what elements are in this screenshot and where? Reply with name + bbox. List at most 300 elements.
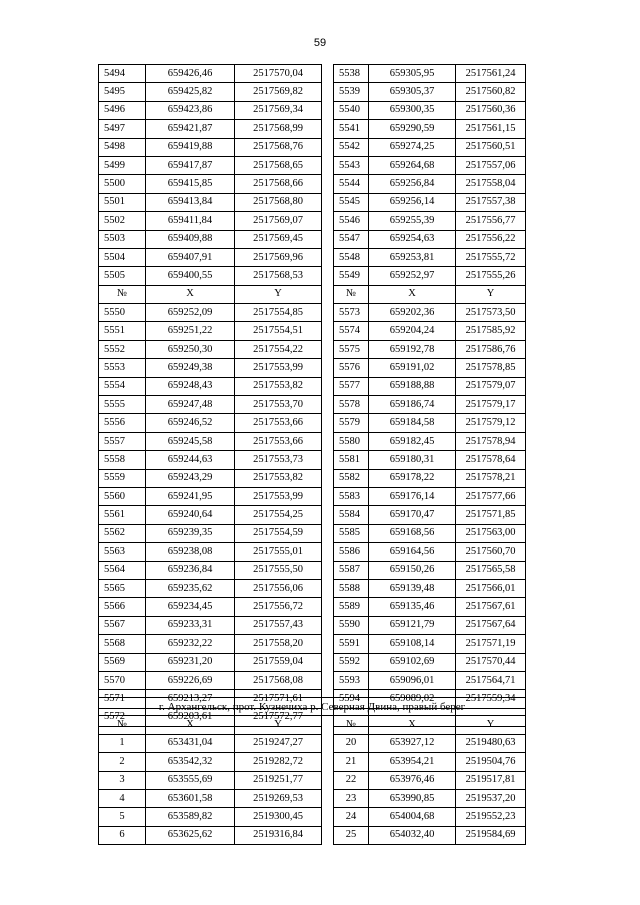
column-gap [322,414,334,432]
point-number: 5593 [334,671,369,689]
column-gap [322,716,334,734]
y-coordinate: 2517572,77 [235,708,322,726]
x-coordinate: 659164,56 [369,543,456,561]
point-number: 5594 [334,690,369,708]
table-row [99,579,526,597]
x-coordinate: 659305,37 [369,83,456,101]
y-coordinate: 2517559,04 [235,653,322,671]
y-coordinate: 2517553,99 [235,359,322,377]
x-coordinate: 659108,14 [369,635,456,653]
y-coordinate: 2517568,53 [235,267,322,285]
y-coordinate: 2517555,72 [456,248,526,266]
section2-body [99,734,526,844]
table-row [99,120,526,138]
x-coordinate: 659203,61 [146,708,235,726]
x-coordinate: 659256,84 [369,175,456,193]
page-number: 59 [313,37,327,49]
table-row [99,101,526,119]
y-coordinate: 2517569,96 [235,248,322,266]
point-number: 5548 [334,248,369,266]
column-gap [322,304,334,322]
point-number: 5561 [99,506,146,524]
x-coordinate: 659192,78 [369,340,456,358]
y-coordinate: 2517578,21 [456,469,526,487]
x-coordinate: 659186,74 [369,396,456,414]
x-coordinate: 659231,20 [146,653,235,671]
point-number: 5557 [99,432,146,450]
column-gap [322,753,334,771]
y-coordinate: 2517558,20 [235,635,322,653]
y-coordinate: 2517554,22 [235,340,322,358]
column-gap [322,469,334,487]
column-gap [322,561,334,579]
table-row [99,230,526,248]
x-coordinate: 659413,84 [146,193,235,211]
column-gap [322,579,334,597]
point-number: 5556 [99,414,146,432]
header-y-2: Y [456,716,526,734]
x-coordinate: 653954,21 [369,753,456,771]
x-coordinate: 659274,25 [369,138,456,156]
header-num: № [99,285,146,303]
x-coordinate: 659234,45 [146,598,235,616]
y-coordinate: 2517564,71 [456,671,526,689]
x-coordinate: 659290,59 [369,120,456,138]
column-gap [322,506,334,524]
y-coordinate: 2517578,64 [456,451,526,469]
point-number: 5539 [334,83,369,101]
point-number: 5578 [334,396,369,414]
point-number: 5550 [99,304,146,322]
x-coordinate: 659240,64 [146,506,235,524]
column-gap [322,65,334,83]
y-coordinate: 2517560,36 [456,101,526,119]
x-coordinate: 653625,62 [146,826,235,844]
table-row [99,267,526,285]
x-coordinate: 659264,68 [369,156,456,174]
x-coordinate: 653542,32 [146,753,235,771]
y-coordinate: 2517555,50 [235,561,322,579]
x-coordinate: 659184,58 [369,414,456,432]
point-number: 5495 [99,83,146,101]
y-coordinate: 2519300,45 [235,808,322,826]
point-number: 3 [99,771,146,789]
column-gap [322,451,334,469]
x-coordinate: 659252,09 [146,304,235,322]
table-row [99,734,526,752]
point-number: 5505 [99,267,146,285]
point-number: 5501 [99,193,146,211]
point-number: 5586 [334,543,369,561]
column-gap [322,212,334,230]
y-coordinate: 2519552,23 [456,808,526,826]
table-row [99,396,526,414]
x-coordinate: 653589,82 [146,808,235,826]
point-number: 5502 [99,212,146,230]
section2-table [98,697,526,845]
coordinates-table [98,64,526,727]
block2-body [99,304,526,727]
column-gap [322,285,334,303]
y-coordinate: 2517566,01 [456,579,526,597]
table-row [99,789,526,807]
table-row [99,212,526,230]
y-coordinate: 2517568,66 [235,175,322,193]
column-gap [322,432,334,450]
x-coordinate: 659252,97 [369,267,456,285]
x-coordinate: 659191,02 [369,359,456,377]
y-coordinate: 2517554,25 [235,506,322,524]
x-coordinate: 659421,87 [146,120,235,138]
x-coordinate: 659400,55 [146,267,235,285]
x-coordinate: 653601,58 [146,789,235,807]
point-number: 5538 [334,65,369,83]
x-coordinate: 659180,31 [369,451,456,469]
column-gap [322,671,334,689]
x-coordinate: 659238,08 [146,543,235,561]
header-y: Y [235,285,322,303]
y-coordinate: 2517556,77 [456,212,526,230]
x-coordinate: 659241,95 [146,487,235,505]
point-number: 5546 [334,212,369,230]
x-coordinate: 653976,46 [369,771,456,789]
y-coordinate: 2517570,04 [235,65,322,83]
y-coordinate: 2517569,45 [235,230,322,248]
x-coordinate: 659305,95 [369,65,456,83]
table-row [99,561,526,579]
column-gap [322,808,334,826]
point-number: 5572 [99,708,146,726]
x-coordinate: 659170,47 [369,506,456,524]
y-coordinate: 2517557,38 [456,193,526,211]
point-number: 5559 [99,469,146,487]
point-number: 5567 [99,616,146,634]
x-coordinate: 659213,27 [146,690,235,708]
x-coordinate: 659409,88 [146,230,235,248]
point-number: 20 [334,734,369,752]
point-number: 5500 [99,175,146,193]
table-row [99,304,526,322]
point-number: 5552 [99,340,146,358]
x-coordinate: 659204,24 [369,322,456,340]
x-coordinate: 659253,81 [369,248,456,266]
table-row [99,340,526,358]
table-row [99,826,526,844]
column-gap [322,524,334,542]
point-number: 5565 [99,579,146,597]
y-coordinate: 2517555,26 [456,267,526,285]
point-number: 5582 [334,469,369,487]
point-number: 1 [99,734,146,752]
x-coordinate: 659300,35 [369,101,456,119]
point-number: 5544 [334,175,369,193]
x-coordinate: 659254,63 [369,230,456,248]
x-coordinate: 659135,46 [369,598,456,616]
header-x: X [146,716,235,734]
column-gap [322,771,334,789]
point-number: 5573 [334,304,369,322]
y-coordinate: 2517573,50 [456,304,526,322]
point-number: 6 [99,826,146,844]
point-number: 5555 [99,396,146,414]
point-number: 5496 [99,101,146,119]
header-x-2: X [369,285,456,303]
y-coordinate: 2517554,51 [235,322,322,340]
column-gap [322,543,334,561]
y-coordinate: 2517560,51 [456,138,526,156]
column-gap [322,83,334,101]
point-number: 2 [99,753,146,771]
y-coordinate: 2517565,58 [456,561,526,579]
x-coordinate: 659176,14 [369,487,456,505]
y-coordinate: 2519517,81 [456,771,526,789]
column-gap [322,101,334,119]
y-coordinate: 2517578,85 [456,359,526,377]
table-row [99,322,526,340]
y-coordinate: 2517563,00 [456,524,526,542]
point-number: 5541 [334,120,369,138]
table-row [99,83,526,101]
point-number: 23 [334,789,369,807]
point-number: 25 [334,826,369,844]
column-gap [322,267,334,285]
x-coordinate: 659249,38 [146,359,235,377]
table-row [99,524,526,542]
point-number: 5540 [334,101,369,119]
point-number: 5558 [99,451,146,469]
point-number: 5549 [334,267,369,285]
x-coordinate: 659168,56 [369,524,456,542]
y-coordinate: 2517568,08 [235,671,322,689]
point-number: 5553 [99,359,146,377]
y-coordinate: 2517553,70 [235,396,322,414]
y-coordinate: 2519537,20 [456,789,526,807]
y-coordinate: 2517579,07 [456,377,526,395]
column-gap [322,248,334,266]
column-gap [322,635,334,653]
point-number: 5543 [334,156,369,174]
header-num-2: № [334,285,369,303]
x-coordinate: 659226,69 [146,671,235,689]
table-row [99,487,526,505]
y-coordinate: 2517569,07 [235,212,322,230]
x-coordinate: 659178,22 [369,469,456,487]
y-coordinate: 2517553,66 [235,432,322,450]
x-coordinate: 659188,88 [369,377,456,395]
column-gap [322,230,334,248]
point-number: 5497 [99,120,146,138]
x-coordinate: 659426,46 [146,65,235,83]
table-row [99,414,526,432]
y-coordinate: 2519251,77 [235,771,322,789]
y-coordinate: 2517579,17 [456,396,526,414]
point-number: 5547 [334,230,369,248]
y-coordinate: 2519504,76 [456,753,526,771]
y-coordinate: 2517568,65 [235,156,322,174]
header-x-2: X [369,716,456,734]
header-y-2: Y [456,285,526,303]
x-coordinate: 653431,04 [146,734,235,752]
table-row [99,598,526,616]
table-row [99,671,526,689]
point-number: 5554 [99,377,146,395]
column-gap [322,396,334,414]
point-number: 5575 [334,340,369,358]
x-coordinate: 659248,43 [146,377,235,395]
y-coordinate: 2517553,66 [235,414,322,432]
y-coordinate: 2517568,99 [235,120,322,138]
header-row [99,285,526,303]
point-number: 5498 [99,138,146,156]
x-coordinate: 653990,85 [369,789,456,807]
header-x: X [146,285,235,303]
x-coordinate: 659236,84 [146,561,235,579]
x-coordinate: 659089,02 [369,690,456,708]
point-number: 21 [334,753,369,771]
x-coordinate: 659250,30 [146,340,235,358]
point-number: 5504 [99,248,146,266]
x-coordinate: 659235,62 [146,579,235,597]
table-row [99,156,526,174]
point-number: 5551 [99,322,146,340]
column-gap [322,322,334,340]
x-coordinate: 659243,29 [146,469,235,487]
table-row [99,193,526,211]
table-row [99,753,526,771]
y-coordinate: 2517585,92 [456,322,526,340]
y-coordinate: 2517554,85 [235,304,322,322]
point-number: 5494 [99,65,146,83]
point-number: 5577 [334,377,369,395]
point-number: 5580 [334,432,369,450]
section-title: г. Архангельск, прот. Кузнечиха р. Северная Двина, правый берег [99,698,526,716]
y-coordinate: 2517557,06 [456,156,526,174]
y-coordinate: 2517579,12 [456,414,526,432]
table-row [99,808,526,826]
y-coordinate: 2517571,19 [456,635,526,653]
column-gap [322,734,334,752]
point-number: 5585 [334,524,369,542]
y-coordinate: 2519480,63 [456,734,526,752]
y-coordinate: 2519269,53 [235,789,322,807]
point-number: 5564 [99,561,146,579]
column-gap [322,826,334,844]
x-coordinate: 653927,12 [369,734,456,752]
x-coordinate: 659096,01 [369,671,456,689]
y-coordinate: 2517556,22 [456,230,526,248]
x-coordinate: 654004,68 [369,808,456,826]
column-gap [322,193,334,211]
column-gap [322,653,334,671]
point-number: 5587 [334,561,369,579]
x-coordinate: 659121,79 [369,616,456,634]
x-coordinate: 659411,84 [146,212,235,230]
x-coordinate: 659256,14 [369,193,456,211]
point-number: 5566 [99,598,146,616]
x-coordinate: 659255,39 [369,212,456,230]
x-coordinate: 659102,69 [369,653,456,671]
column-gap [322,789,334,807]
point-number: 5579 [334,414,369,432]
x-coordinate: 659415,85 [146,175,235,193]
table-row [99,543,526,561]
table-row [99,469,526,487]
point-number: 5583 [334,487,369,505]
y-coordinate: 2517577,66 [456,487,526,505]
point-number: 5569 [99,653,146,671]
table-row [99,248,526,266]
table-row [99,635,526,653]
point-number: 5590 [334,616,369,634]
table-row [99,616,526,634]
point-number: 22 [334,771,369,789]
column-gap [322,487,334,505]
point-number: 5576 [334,359,369,377]
point-number: 24 [334,808,369,826]
x-coordinate: 659139,48 [369,579,456,597]
table-row [99,175,526,193]
x-coordinate: 659425,82 [146,83,235,101]
column-gap [322,616,334,634]
y-coordinate: 2517586,76 [456,340,526,358]
x-coordinate: 654032,40 [369,826,456,844]
x-coordinate: 659245,58 [146,432,235,450]
section-title-row [99,698,526,716]
x-coordinate: 659407,91 [146,248,235,266]
y-coordinate: 2517553,82 [235,469,322,487]
y-coordinate: 2517570,44 [456,653,526,671]
y-coordinate: 2519282,72 [235,753,322,771]
x-coordinate: 659246,52 [146,414,235,432]
point-number: 5542 [334,138,369,156]
point-number: 5545 [334,193,369,211]
y-coordinate: 2519316,84 [235,826,322,844]
column-gap [322,359,334,377]
point-number: 5560 [99,487,146,505]
y-coordinate: 2517553,82 [235,377,322,395]
point-number: 5591 [334,635,369,653]
point-number: 5570 [99,671,146,689]
y-coordinate: 2517561,15 [456,120,526,138]
x-coordinate: 659244,63 [146,451,235,469]
y-coordinate: 2517557,43 [235,616,322,634]
point-number: 5503 [99,230,146,248]
column-gap [322,120,334,138]
table-row [99,65,526,83]
x-coordinate: 659232,22 [146,635,235,653]
column-gap [322,156,334,174]
point-number: 5562 [99,524,146,542]
header-num-2: № [334,716,369,734]
header-row-body [99,285,526,303]
y-coordinate: 2517567,64 [456,616,526,634]
point-number: 5589 [334,598,369,616]
x-coordinate: 659417,87 [146,156,235,174]
y-coordinate: 2517561,24 [456,65,526,83]
table-row [99,653,526,671]
point-number: 5584 [334,506,369,524]
y-coordinate: 2517568,80 [235,193,322,211]
header-row [99,716,526,734]
y-coordinate: 2519584,69 [456,826,526,844]
x-coordinate: 659423,86 [146,101,235,119]
table-row [99,359,526,377]
y-coordinate: 2517554,59 [235,524,322,542]
header-num: № [99,716,146,734]
column-gap [322,340,334,358]
column-gap [322,377,334,395]
x-coordinate: 659150,26 [369,561,456,579]
